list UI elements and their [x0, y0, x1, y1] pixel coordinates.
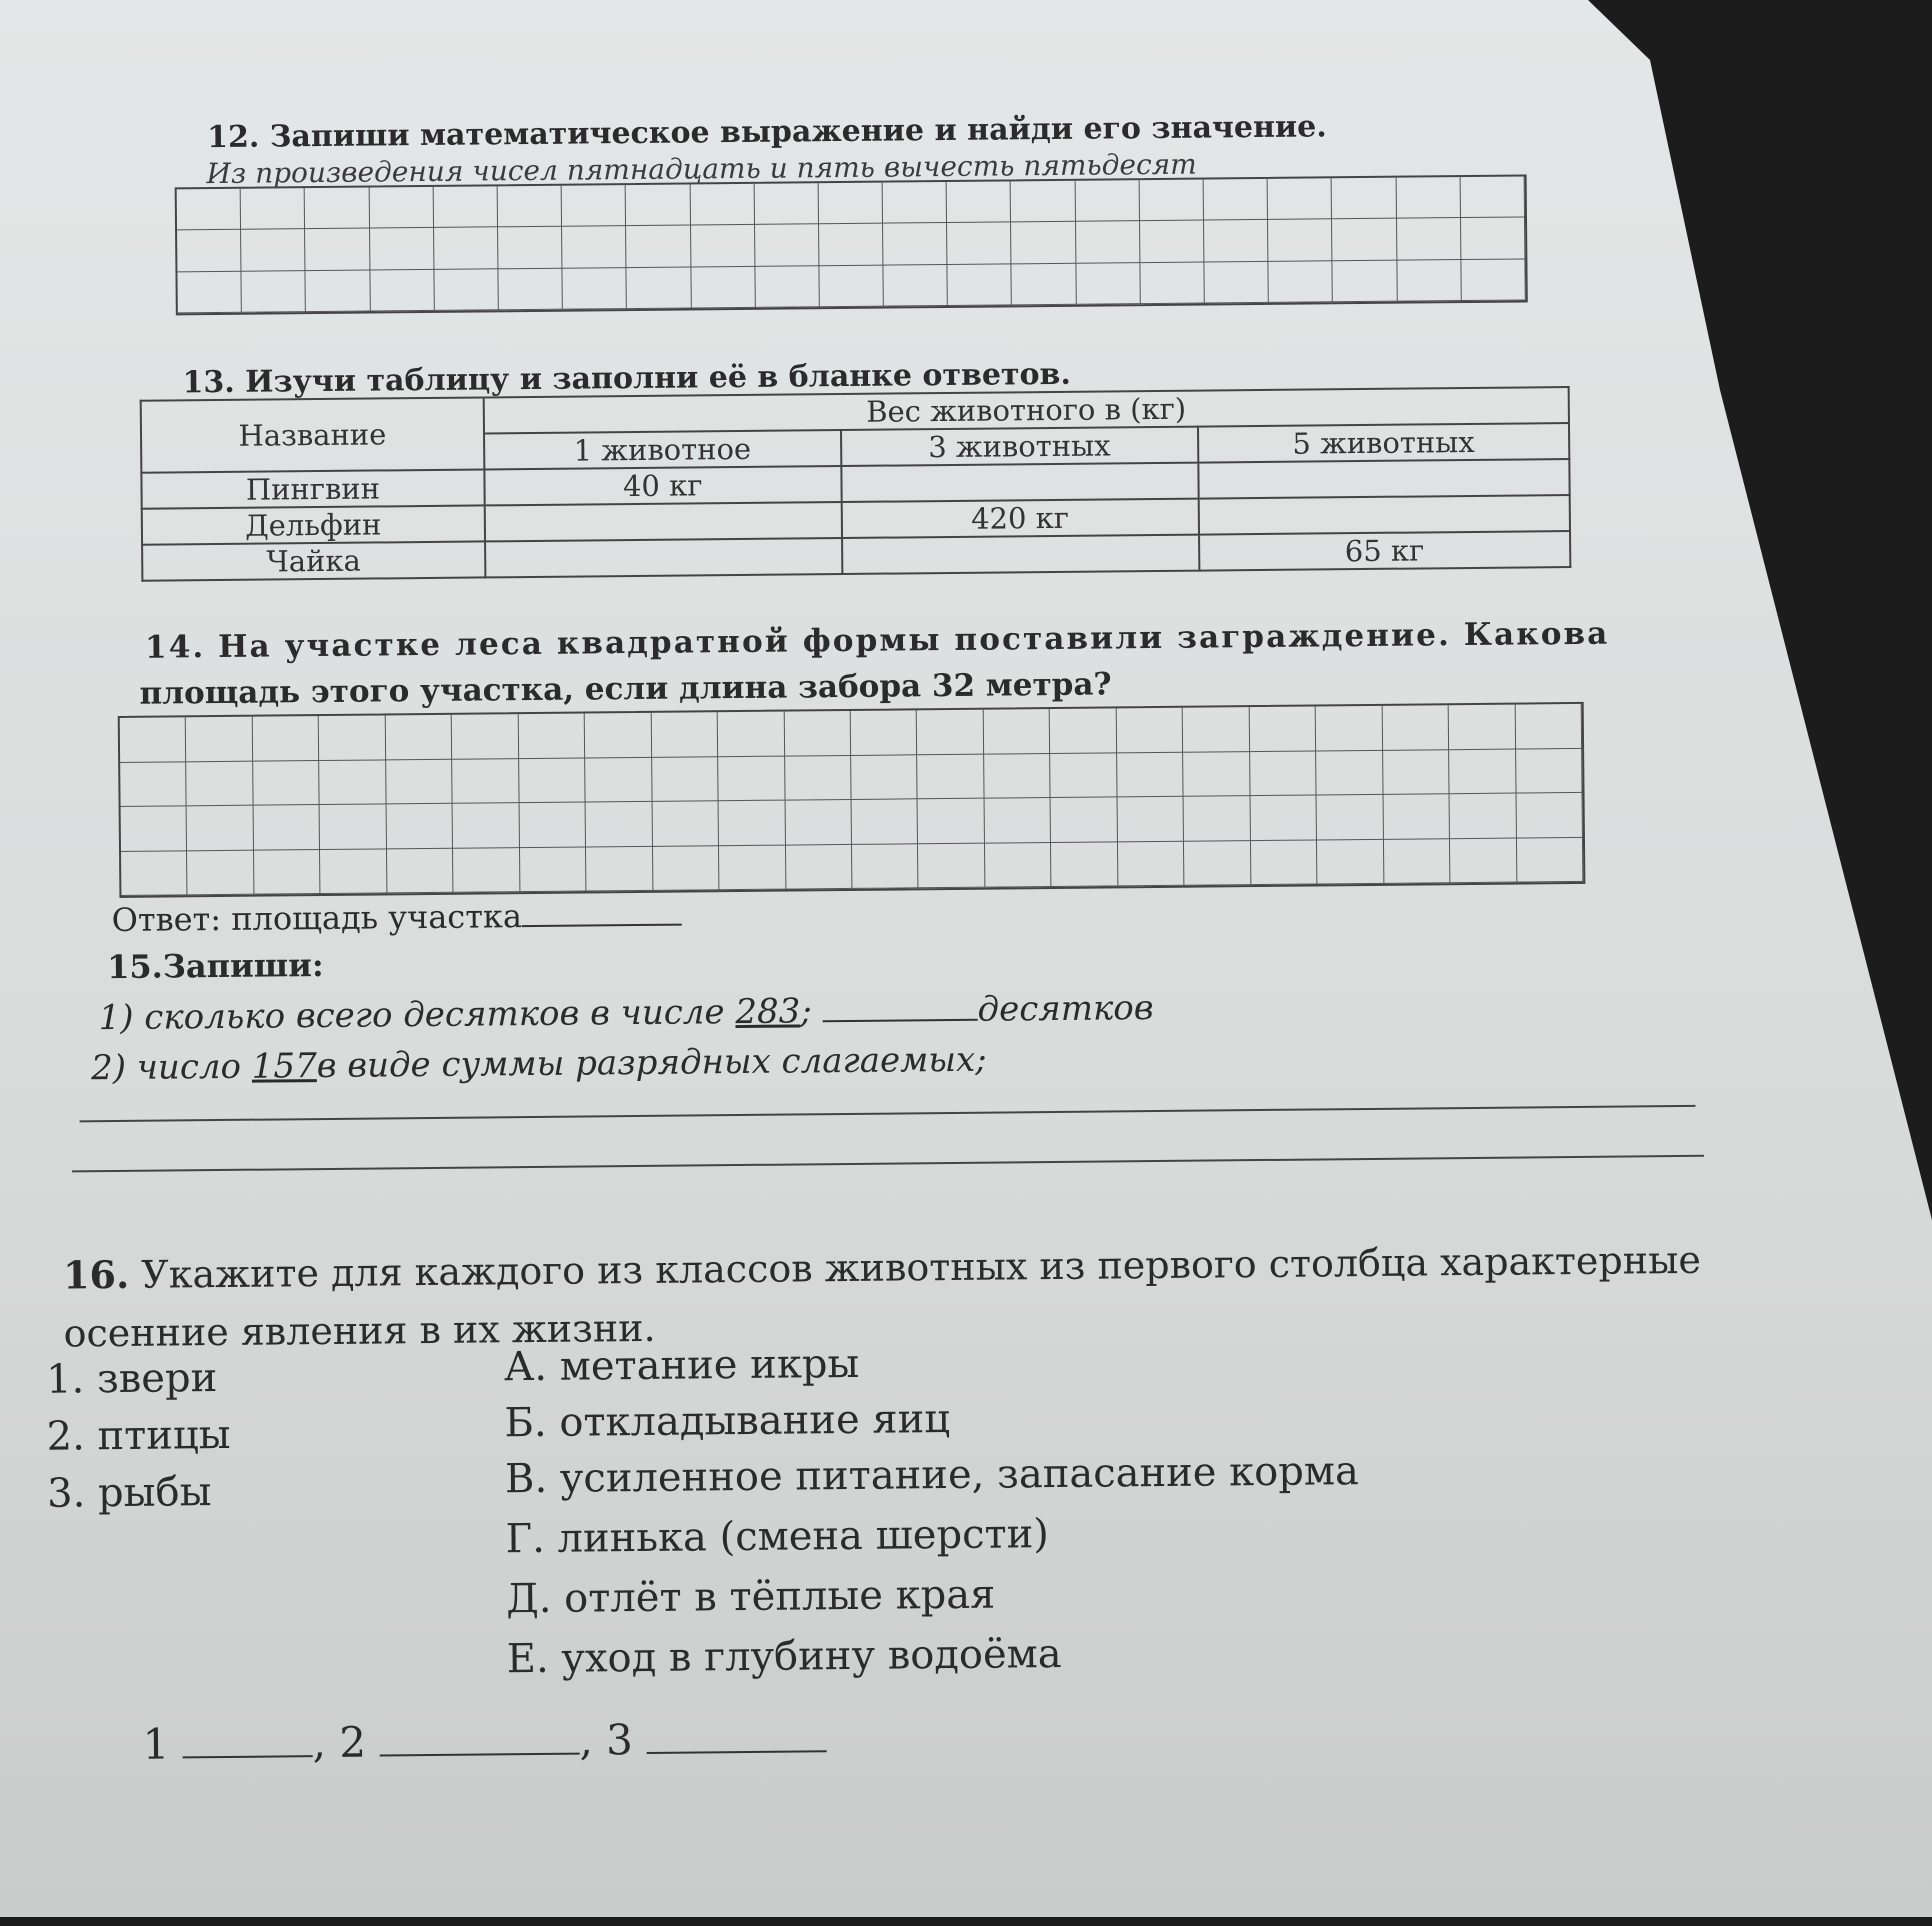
grid-cell[interactable]: [852, 844, 919, 889]
grid-cell[interactable]: [121, 851, 188, 896]
table-header-name: Название: [141, 397, 484, 472]
grid-cell[interactable]: [819, 183, 884, 225]
q12-answer-grid[interactable]: [175, 174, 1528, 315]
grid-cell[interactable]: [498, 186, 563, 228]
grid-cell[interactable]: [719, 845, 786, 890]
grid-cell[interactable]: [1516, 748, 1583, 793]
q14-answer-blank[interactable]: [522, 904, 682, 928]
answer-label-2: , 2: [312, 1717, 367, 1768]
grid-cell[interactable]: [386, 804, 453, 849]
grid-cell[interactable]: [1076, 221, 1141, 263]
grid-cell[interactable]: [177, 271, 242, 313]
grid-cell[interactable]: [719, 801, 786, 846]
grid-cell[interactable]: [1051, 797, 1118, 842]
q15-item-2: [91, 1040, 987, 1089]
option-item: Д. отлёт в тёплые края: [505, 1571, 996, 1623]
grid-cell[interactable]: [1316, 750, 1383, 795]
grid-cell[interactable]: [1204, 262, 1269, 304]
grid-cell[interactable]: [1515, 704, 1582, 749]
row-name: Дельфин: [142, 505, 485, 544]
grid-cell[interactable]: [1011, 181, 1076, 223]
option-item: Е. уход в глубину водоёма: [506, 1630, 1062, 1683]
grid-cell[interactable]: [585, 713, 652, 758]
grid-cell[interactable]: [1384, 839, 1451, 884]
grid-cell[interactable]: [851, 755, 918, 800]
grid-cell[interactable]: [1383, 750, 1450, 795]
grid-cell[interactable]: [1333, 260, 1398, 302]
grid-cell[interactable]: [1117, 708, 1184, 753]
option-item: Б. откладывание яиц: [504, 1396, 951, 1447]
q16-question: [63, 1230, 1774, 1362]
q15-item-1: [98, 988, 1153, 1038]
grid-cell[interactable]: [187, 850, 254, 895]
q15-item1-blank[interactable]: [822, 999, 977, 1022]
q15-item1-number: 283: [735, 991, 801, 1033]
grid-cell[interactable]: [586, 846, 653, 891]
grid-cell[interactable]: [253, 716, 320, 761]
q15-answer-line-1[interactable]: [80, 1105, 1696, 1123]
grid-cell[interactable]: [1383, 794, 1450, 839]
grid-cell[interactable]: [186, 717, 253, 762]
table-cell: [1198, 459, 1570, 499]
grid-cell[interactable]: [453, 848, 520, 893]
grid-cell[interactable]: [1251, 840, 1318, 885]
grid-cell[interactable]: [1075, 180, 1140, 222]
q15-item1-text: 1) сколько всего десятков в числе: [98, 992, 736, 1039]
grid-cell[interactable]: [626, 226, 691, 268]
grid-cell[interactable]: [1317, 839, 1384, 884]
grid-cell[interactable]: [518, 713, 585, 758]
grid-cell[interactable]: [948, 264, 1013, 306]
grid-cell[interactable]: [691, 266, 756, 308]
q14-question-line2: площадь этого участка, если длина забора 32 метра?: [139, 666, 1112, 712]
q15-item2-text: 2) число: [90, 1046, 253, 1089]
answer-label-3: , 3: [579, 1715, 634, 1765]
grid-cell[interactable]: [1012, 263, 1077, 305]
grid-cell[interactable]: [1050, 708, 1117, 753]
grid-cell[interactable]: [784, 711, 851, 756]
grid-cell[interactable]: [883, 223, 948, 265]
grid-cell[interactable]: [1449, 705, 1516, 750]
grid-cell[interactable]: [755, 266, 820, 308]
grid-cell[interactable]: [1051, 842, 1118, 887]
grid-cell[interactable]: [242, 271, 307, 313]
grid-cell[interactable]: [254, 850, 321, 895]
grid-cell[interactable]: [241, 229, 306, 271]
table-cell: 420 кг: [841, 499, 1198, 538]
class-item: 1. звери: [45, 1355, 218, 1403]
grid-cell[interactable]: [1076, 263, 1141, 305]
grid-cell[interactable]: [370, 228, 435, 270]
grid-cell[interactable]: [562, 226, 627, 268]
animal-weight-table: [140, 386, 1572, 582]
table-cell: 65 кг: [1199, 531, 1571, 571]
grid-cell[interactable]: [1450, 794, 1517, 839]
grid-cell[interactable]: [306, 270, 371, 312]
q16-text: Укажите для каждого из классов животных из первого столбца характерные осенние явления в их жизни.: [63, 1237, 1702, 1356]
grid-cell[interactable]: [120, 717, 187, 762]
grid-cell[interactable]: [434, 269, 499, 311]
grid-cell[interactable]: [520, 847, 587, 892]
grid-cell[interactable]: [320, 804, 387, 849]
grid-cell[interactable]: [1117, 797, 1184, 842]
grid-cell[interactable]: [851, 710, 918, 755]
grid-cell[interactable]: [917, 710, 984, 755]
grid-cell[interactable]: [433, 186, 498, 228]
answer-blank-2[interactable]: [379, 1733, 579, 1757]
q12-title: 12. Запиши математическое выражение и найди его значение.: [206, 109, 1327, 156]
grid-cell[interactable]: [718, 756, 785, 801]
grid-cell[interactable]: [1118, 841, 1185, 886]
grid-cell[interactable]: [386, 715, 453, 760]
grid-cell[interactable]: [1184, 796, 1251, 841]
q15-item1-separator: ;: [800, 991, 812, 1032]
grid-cell[interactable]: [653, 846, 720, 891]
grid-cell[interactable]: [947, 181, 1012, 223]
grid-cell[interactable]: [1332, 219, 1397, 261]
grid-cell[interactable]: [320, 849, 387, 894]
grid-cell[interactable]: [785, 800, 852, 845]
class-item: 3. рыбы: [46, 1469, 212, 1517]
grid-cell[interactable]: [1011, 222, 1076, 264]
grid-cell[interactable]: [918, 799, 985, 844]
grid-cell[interactable]: [984, 754, 1051, 799]
grid-cell[interactable]: [819, 224, 884, 266]
grid-cell[interactable]: [883, 182, 948, 224]
grid-cell[interactable]: [434, 228, 499, 270]
grid-cell[interactable]: [121, 806, 188, 851]
grid-cell[interactable]: [1269, 261, 1334, 303]
q15-title: 15.Запиши:: [106, 946, 324, 987]
row-name: Чайка: [142, 541, 485, 580]
grid-cell[interactable]: [1317, 795, 1384, 840]
grid-cell[interactable]: [626, 184, 691, 226]
grid-cell[interactable]: [1183, 752, 1250, 797]
grid-cell[interactable]: [1460, 176, 1525, 218]
option-item: А. метание икры: [503, 1340, 860, 1391]
grid-cell[interactable]: [1184, 841, 1251, 886]
grid-cell[interactable]: [498, 268, 563, 310]
grid-cell[interactable]: [786, 844, 853, 889]
grid-cell[interactable]: [947, 223, 1012, 265]
table-subheader-1: 1 животное: [484, 430, 841, 469]
grid-cell[interactable]: [984, 709, 1051, 754]
q15-answer-line-2[interactable]: [72, 1155, 1704, 1173]
grid-cell[interactable]: [1332, 178, 1397, 220]
table-cell: [484, 502, 841, 541]
grid-cell[interactable]: [1117, 752, 1184, 797]
grid-cell[interactable]: [563, 268, 628, 310]
grid-cell[interactable]: [187, 761, 254, 806]
grid-cell[interactable]: [1050, 753, 1117, 798]
grid-cell[interactable]: [918, 754, 985, 799]
grid-cell[interactable]: [1249, 706, 1316, 751]
table-subheader-3: 3 животных: [841, 427, 1198, 466]
option-item: Г. линька (смена шерсти): [505, 1511, 1050, 1563]
q16-number: 16.: [62, 1251, 130, 1298]
grid-cell[interactable]: [1516, 837, 1583, 882]
grid-cell[interactable]: [253, 761, 320, 806]
q15-item1-suffix: десятков: [977, 988, 1154, 1030]
grid-cell[interactable]: [1250, 751, 1317, 796]
grid-cell[interactable]: [1461, 259, 1526, 301]
grid-cell[interactable]: [1450, 838, 1517, 883]
grid-cell[interactable]: [452, 759, 519, 804]
table-cell: [485, 538, 842, 577]
grid-cell[interactable]: [1516, 793, 1583, 838]
grid-cell[interactable]: [498, 227, 563, 269]
table-cell: [841, 463, 1198, 502]
grid-cell[interactable]: [319, 715, 386, 760]
grid-cell[interactable]: [754, 183, 819, 225]
grid-cell[interactable]: [1397, 260, 1462, 302]
grid-cell[interactable]: [387, 848, 454, 893]
q14-question-line1: 14. На участке леса квадратной формы поставили заграждение. Какова: [144, 615, 1610, 666]
answer-label-1: 1: [142, 1719, 170, 1769]
grid-cell[interactable]: [819, 265, 884, 307]
grid-cell[interactable]: [718, 712, 785, 757]
grid-cell[interactable]: [1183, 707, 1250, 752]
grid-cell[interactable]: [1461, 218, 1526, 260]
grid-cell[interactable]: [370, 270, 435, 312]
grid-cell[interactable]: [1140, 262, 1205, 304]
grid-cell[interactable]: [690, 184, 755, 226]
grid-cell[interactable]: [187, 806, 254, 851]
grid-cell[interactable]: [985, 843, 1052, 888]
grid-cell[interactable]: [652, 801, 719, 846]
grid-cell[interactable]: [918, 843, 985, 888]
grid-cell[interactable]: [241, 188, 306, 230]
grid-cell[interactable]: [984, 798, 1051, 843]
answer-blank-1[interactable]: [183, 1735, 313, 1758]
table-subheader-5: 5 животных: [1198, 423, 1570, 463]
grid-cell[interactable]: [585, 757, 652, 802]
grid-cell[interactable]: [519, 802, 586, 847]
grid-cell[interactable]: [1396, 177, 1461, 219]
option-item: В. усиленное питание, запасание корма: [504, 1448, 1360, 1503]
q15-item2-suffix: в виде суммы разрядных слагаемых;: [316, 1039, 987, 1087]
class-item: 2. птицы: [46, 1411, 231, 1460]
row-name: Пингвин: [141, 469, 484, 508]
grid-cell[interactable]: [651, 712, 718, 757]
grid-cell[interactable]: [691, 225, 756, 267]
grid-cell[interactable]: [120, 762, 187, 807]
q14-answer-grid[interactable]: [118, 702, 1586, 898]
grid-cell[interactable]: [755, 225, 820, 267]
grid-cell[interactable]: [1139, 180, 1204, 222]
q16-answer-row: [142, 1713, 826, 1769]
q12-subtitle: Из произведения чисел пятнадцать и пять вычесть пятьдесят: [206, 147, 1197, 191]
grid-cell[interactable]: [1397, 218, 1462, 260]
grid-cell[interactable]: [1268, 178, 1333, 220]
grid-cell[interactable]: [305, 188, 370, 230]
q14-answer-line: [111, 896, 682, 939]
grid-cell[interactable]: [1449, 749, 1516, 794]
grid-cell[interactable]: [177, 230, 242, 272]
grid-cell[interactable]: [320, 760, 387, 805]
grid-cell[interactable]: [1316, 706, 1383, 751]
q15-item2-number: 157: [251, 1046, 317, 1087]
table-cell: [1198, 495, 1570, 535]
grid-cell[interactable]: [386, 759, 453, 804]
grid-cell[interactable]: [1204, 220, 1269, 262]
grid-cell[interactable]: [305, 229, 370, 271]
grid-cell[interactable]: [369, 187, 434, 229]
grid-cell[interactable]: [586, 802, 653, 847]
table-cell: [842, 535, 1199, 574]
table-header-weight: Вес животного в (кг): [483, 387, 1569, 433]
grid-cell[interactable]: [627, 267, 692, 309]
q14-answer-label: Ответ: площадь участка: [111, 897, 523, 940]
grid-cell[interactable]: [452, 714, 519, 759]
grid-cell[interactable]: [785, 755, 852, 800]
grid-cell[interactable]: [1382, 705, 1449, 750]
grid-cell[interactable]: [652, 757, 719, 802]
grid-cell[interactable]: [177, 189, 242, 231]
q13-title: 13. Изучи таблицу и заполни её в бланке ответов.: [182, 356, 1072, 401]
table-cell: 40 кг: [484, 466, 841, 505]
grid-cell[interactable]: [852, 799, 919, 844]
grid-cell[interactable]: [1140, 221, 1205, 263]
grid-cell[interactable]: [453, 803, 520, 848]
grid-cell[interactable]: [1268, 220, 1333, 262]
grid-cell[interactable]: [1250, 795, 1317, 840]
grid-cell[interactable]: [562, 185, 627, 227]
grid-cell[interactable]: [519, 758, 586, 803]
grid-cell[interactable]: [884, 265, 949, 307]
grid-cell[interactable]: [253, 805, 320, 850]
answer-blank-3[interactable]: [646, 1730, 826, 1754]
grid-cell[interactable]: [1204, 179, 1269, 221]
